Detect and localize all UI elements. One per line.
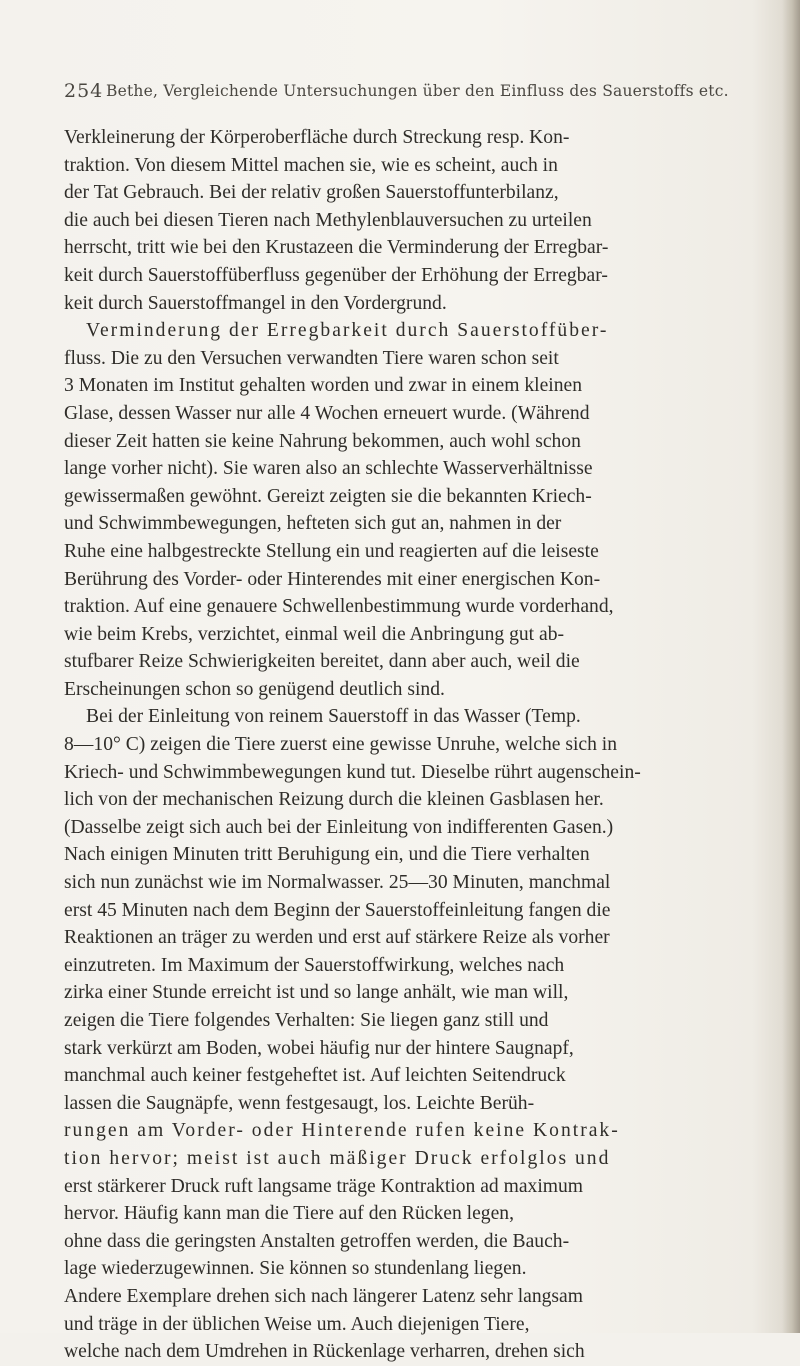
text-line: und träge in der üblichen Weise um. Auch diejenigen Tiere, [64, 1313, 530, 1335]
text-line: Verkleinerung der Körperoberfläche durch Streckung resp. Kon- [64, 127, 570, 148]
page-number: 254 [64, 80, 104, 102]
text-line: keit durch Sauerstoffüberfluss gegenüber der Erhöhung der Erregbar- [64, 264, 608, 286]
text-line: Berührung des Vorder- oder Hinterendes mit einer energischen Kon- [64, 568, 601, 590]
text-line: Erscheinungen schon so genügend deutlich sind. [64, 678, 445, 700]
text-line: welche nach dem Umdrehen in Rückenlage verharren, drehen sich [64, 1341, 585, 1363]
text-line: zeigen die Tiere folgendes Verhalten: Sie liegen ganz still und [64, 1010, 549, 1031]
page-edge-shadow [782, 0, 800, 1333]
text-line: lich von der mechanischen Reizung durch die kleinen Gasblasen her. [64, 789, 604, 811]
text-line: manchmal auch keiner festgeheftet ist. Auf leichten Seitendruck [64, 1065, 566, 1087]
text-line: und Schwimmbewegungen, hefteten sich gut an, nahmen in der [64, 513, 562, 535]
body-text [64, 124, 748, 1366]
text-line: Ruhe eine halbgestreckte Stellung ein und reagierten auf die leiseste [64, 540, 599, 562]
text-line: die auch bei diesen Tieren nach Methylenblauversuchen zu urteilen [64, 209, 592, 231]
text-line: erst 45 Minuten nach dem Beginn der Sauerstoffeinleitung fangen die [64, 899, 611, 921]
text-line: lange vorher nicht). Sie waren also an schlechte Wasserverhältnisse [64, 458, 593, 480]
paragraph-start-line: Bei der Einleitung von reinem Sauerstoff in das Wasser (Temp. [86, 706, 581, 728]
text-line: stufbarer Reize Schwierigkeiten bereitet, dann aber auch, weil die [64, 651, 580, 673]
running-title: Bethe, Vergleichende Untersuchungen über den Einfluss des Sauerstoffs etc. [106, 82, 729, 100]
text-line: einzutreten. Im Maximum der Sauerstoffwirkung, welches nach [64, 954, 565, 976]
text-line: 3 Monaten im Institut gehalten worden und zwar in einem kleinen [64, 375, 583, 397]
text-line: Reaktionen an träger zu werden und erst auf stärkere Reize als vorher [64, 927, 610, 949]
text-line: zirka einer Stunde erreicht ist und so lange anhält, wie man will, [64, 982, 569, 1004]
text-line: erst stärkerer Druck ruft langsame träge Kontraktion ad maximum [64, 1175, 584, 1197]
section-heading-line: Verminderung der Erregbarkeit durch Sauerstoffüber- [86, 320, 609, 342]
text-line: lage wiederzugewinnen. Sie können so stundenlang liegen. [64, 1258, 527, 1280]
text-line-spaced: rungen am Vorder- oder Hinterende rufen keine Kontrak- [64, 1120, 620, 1142]
text-line: Kriech- und Schwimmbewegungen kund tut. Dieselbe rührt augenschein- [64, 761, 641, 783]
text-line: Nach einigen Minuten tritt Beruhigung ein, und die Tiere verhalten [64, 844, 590, 866]
text-line: fluss. Die zu den Versuchen verwandten Tiere waren schon seit [64, 347, 559, 369]
text-line-spaced: tion hervor; meist ist auch mäßiger Druck erfolglos und [64, 1147, 611, 1169]
text-line: stark verkürzt am Boden, wobei häufig nur der hintere Saugnapf, [64, 1037, 574, 1059]
text-line: (Dasselbe zeigt sich auch bei der Einleitung von indifferenten Gasen.) [64, 816, 614, 838]
text-line: 8—10° C) zeigen die Tiere zuerst eine gewisse Unruhe, welche sich in [64, 734, 618, 756]
text-line: herrscht, tritt wie bei den Krustazeen die Verminderung der Erregbar- [64, 237, 609, 259]
text-line: wie beim Krebs, verzichtet, einmal weil die Anbringung gut ab- [64, 623, 565, 645]
running-header [64, 80, 754, 108]
text-line: Glase, dessen Wasser nur alle 4 Wochen erneuert wurde. (Während [64, 402, 590, 424]
text-line: der Tat Gebrauch. Bei der relativ großen Sauerstoffunterbilanz, [64, 182, 559, 204]
text-line: hervor. Häufig kann man die Tiere auf den Rücken legen, [64, 1203, 514, 1225]
text-line: dieser Zeit hatten sie keine Nahrung bekommen, auch wohl schon [64, 430, 581, 452]
text-line: traktion. Auf eine genauere Schwellenbestimmung wurde vorderhand, [64, 596, 614, 618]
text-line: keit durch Sauerstoffmangel in den Vordergrund. [64, 292, 447, 314]
text-line: gewissermaßen gewöhnt. Gereizt zeigten sie die bekannten Kriech- [64, 485, 592, 507]
text-line: lassen die Saugnäpfe, wenn festgesaugt, los. Leichte Berüh- [64, 1092, 535, 1114]
text-line: Andere Exemplare drehen sich nach längerer Latenz sehr langsam [64, 1285, 583, 1307]
text-line: traktion. Von diesem Mittel machen sie, wie es scheint, auch in [64, 154, 558, 176]
text-line: sich nun zunächst wie im Normalwasser. 25—30 Minuten, manchmal [64, 872, 611, 894]
text-line: ohne dass die geringsten Anstalten getroffen werden, die Bauch- [64, 1230, 570, 1252]
